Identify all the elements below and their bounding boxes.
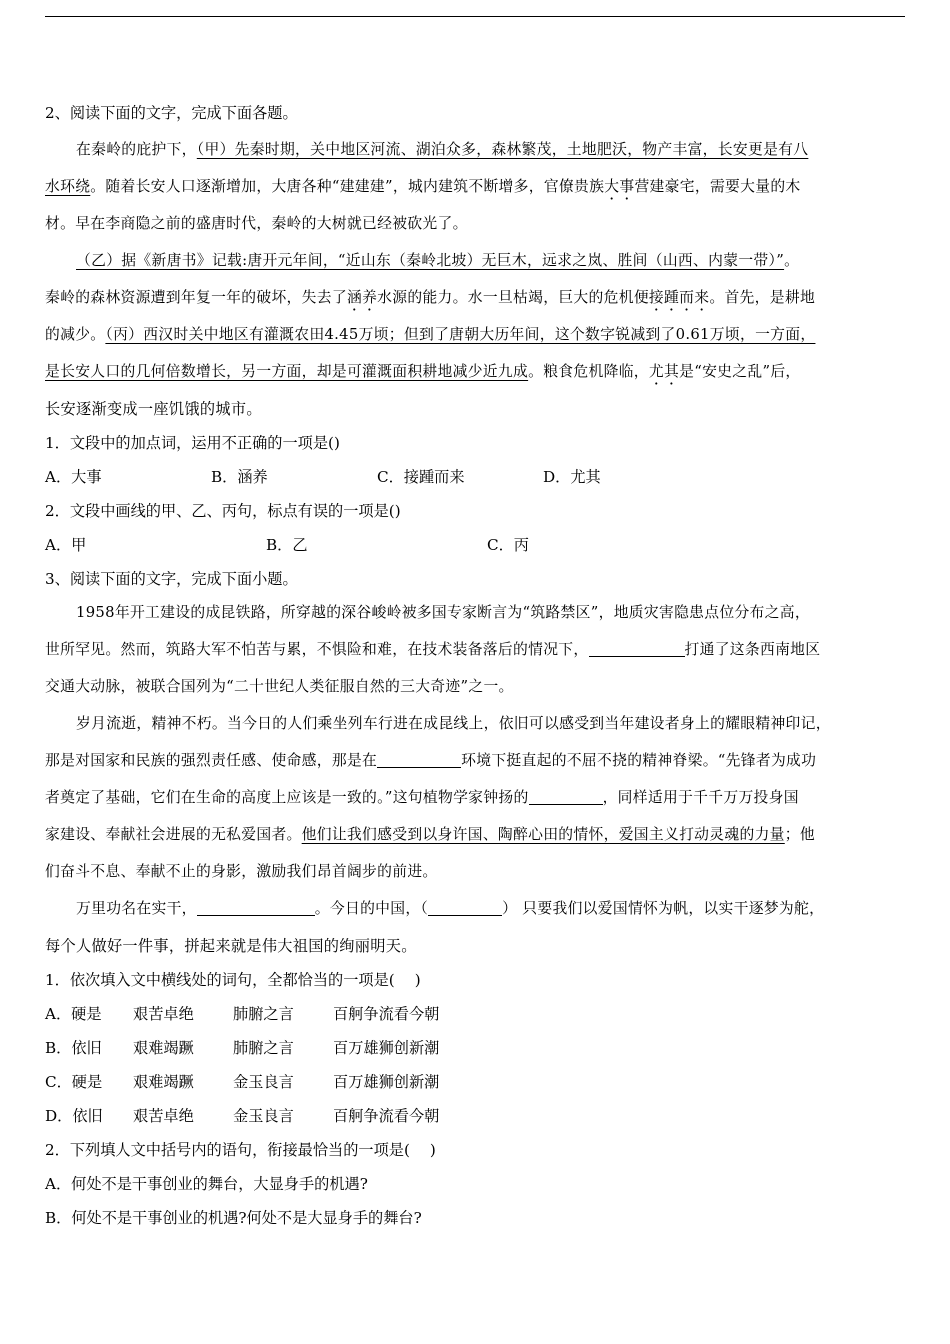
option-a[interactable]: A．甲 [45, 536, 87, 554]
q2-para1-line3: 材。早在李商隐之前的盛唐时代，秦岭的大树就已经被砍光了。 [45, 215, 468, 232]
q3-sub2-option-a[interactable]: A．何处不是干事创业的舞台，大显身手的机遇? [45, 1175, 368, 1193]
sentence-bing: （丙）西汉时关中地区有灌溉农田4.45万顷；但到了唐朝大历年间，这个数字锐减到了0.61万顷，一方面， [105, 326, 816, 343]
q3-sub2-option-b[interactable]: B．何处不是干事创业的机遇?何处不是大显身手的舞台? [45, 1209, 422, 1227]
option-d[interactable]: D．尤其 [543, 468, 601, 486]
dotted-word: 而 [679, 289, 695, 306]
dotted-word: 大 [604, 178, 620, 195]
sentence-yi: （乙）据《新唐书》记载:唐开元年间，“近山东（秦岭北坡）无巨木，远求之岚、胜间（山西、内蒙一带）” [76, 252, 785, 269]
dotted-word: 接 [648, 289, 665, 306]
blank-1 [589, 640, 685, 657]
q3-para2-line1: 岁月流逝，精神不朽。当今日的人们乘坐列车行进在成昆线上，依旧可以感受到当年建设者身上的耀眼精神印记， [76, 715, 831, 732]
q3-sub2-question: 2．下列填人文中括号内的语句，衔接最恰当的一项是( ) [45, 1141, 436, 1159]
q3-sub1-option-d[interactable]: D．依旧 艰苦卓绝 金玉良言 百舸争流看今朝 [45, 1107, 440, 1125]
q3-sub1-question: 1．依次填入文中横线处的词句，全都恰当的一项是( ) [45, 971, 421, 989]
q2-para2-line1: （乙）据《新唐书》记载:唐开元年间，“近山东（秦岭北坡）无巨木，远求之岚、胜间（山西、内蒙一带）”。 [76, 252, 800, 269]
option-b[interactable]: B．乙 [266, 536, 308, 554]
q2-sub1-question: 1．文段中的加点词，运用不正确的一项是() [45, 434, 340, 452]
q2-para2-line4: 是长安人口的几何倍数增长，另一方面，却是可灌溉面积耕地减少近九成。粮食危机降临，尤其是“安史之乱”后， [45, 363, 801, 380]
dotted-word: 事 [619, 178, 635, 195]
q3-para1-line2: 世所罕见。然而，筑路大军不怕苦与累，不惧险和难，在技术装备落后的情况下， 打通了这条西南地区 [45, 641, 821, 658]
q2-sub2-options [45, 532, 907, 566]
blank-5 [428, 899, 502, 916]
q3-sub1-option-a[interactable]: A．硬是 艰苦卓绝 肺腑之言 百舸争流看今朝 [45, 1005, 440, 1023]
document-page [45, 100, 907, 1239]
q3-intro: 3、阅读下面的文字，完成下面小题。 [45, 570, 298, 588]
option-c[interactable]: C．丙 [487, 536, 529, 554]
dotted-word: 其 [664, 363, 680, 380]
sentence-bing-end: 是长安人口的几何倍数增长，另一方面，却是可灌溉面积耕地减少近九成 [45, 363, 529, 380]
blank-4 [197, 899, 315, 916]
sentence-jia: （甲）先秦时期，关中地区河流、湖泊众多，森林繁茂，土地肥沃，物产丰富，长安更是有八 [196, 141, 809, 158]
dotted-word: 来 [694, 289, 710, 306]
option-b[interactable]: B．涵养 [211, 468, 268, 486]
q2-para2-line2: 秦岭的森林资源遭到年复一年的破坏，失去了涵养水源的能力。水一旦枯竭，巨大的危机便接踵而来。首先，是耕地 [45, 289, 816, 306]
blank-3 [529, 788, 603, 805]
option-a[interactable]: A．大事 [45, 468, 102, 486]
underlined-sentence: 他们让我们感受到以身许国、陶醉心田的情怀，爱国主义打动灵魂的力量 [301, 826, 785, 843]
q2-para1-line1: 在秦岭的庇护下，（甲）先秦时期，关中地区河流、湖泊众多，森林繁茂，土地肥沃，物产丰富，长安更是有八 [76, 141, 809, 158]
q3-para3-line1: 万里功名在实干， 。今日的中国，（ ） 只要我们以爱国情怀为帆，以实干逐梦为舵， [76, 900, 825, 917]
dotted-word: 尤 [648, 363, 664, 380]
q3-para1-line1: 1958年开工建设的成昆铁路，所穿越的深谷峻岭被多国专家断言为“筑路禁区”，地质灾害隐患点位分布之高， [76, 604, 810, 621]
sentence-jia-end: 水环绕 [45, 178, 91, 195]
blank-2 [377, 751, 461, 768]
dotted-word: 涵 [346, 289, 363, 306]
q3-sub1-option-c[interactable]: C．硬是 艰难竭蹶 金玉良言 百万雄狮创新潮 [45, 1073, 440, 1091]
q3-para3-line2: 每个人做好一件事，拼起来就是伟大祖国的绚丽明天。 [45, 937, 417, 955]
q2-intro: 2、阅读下面的文字，完成下面各题。 [45, 104, 298, 122]
option-c[interactable]: C．接踵而来 [377, 468, 465, 486]
q2-para2-line5: 长安逐渐变成一座饥饿的城市。 [45, 400, 262, 418]
q3-sub1-option-b[interactable]: B．依旧 艰难竭蹶 肺腑之言 百万雄狮创新潮 [45, 1039, 440, 1057]
q3-para2-line2: 那是对国家和民族的强烈责任感、使命感，那是在 环境下挺直起的不屈不挠的精神脊梁。“先锋者为成功 [45, 752, 817, 769]
header-rule [45, 16, 905, 17]
q2-sub1-options [45, 464, 907, 498]
q2-sub2-question: 2．文段中画线的甲、乙、丙句，标点有误的一项是() [45, 502, 401, 520]
q2-para2-line3: 的减少。（丙）西汉时关中地区有灌溉农田4.45万顷；但到了唐朝大历年间，这个数字锐减到了0.61万顷，一方面， [45, 326, 816, 343]
dotted-word: 养 [362, 289, 378, 306]
q3-para2-line5: 们奋斗不息、奉献不止的身影，激励我们昂首阔步的前进。 [45, 863, 438, 880]
q2-para1-line2: 水环绕。随着长安人口逐渐增加，大唐各种“建建建”，城内建筑不断增多，官僚贵族大事营建豪宅，需要大量的木 [45, 178, 801, 195]
q3-para1-line3: 交通大动脉，被联合国列为“二十世纪人类征服自然的三大奇迹”之一。 [45, 678, 514, 695]
q3-para2-line4: 家建设、奉献社会进展的无私爱国者。他们让我们感受到以身许国、陶醉心田的情怀，爱国主义打动灵魂的力量；他 [45, 826, 815, 843]
q3-para2-line3: 者奠定了基础，它们在生命的高度上应该是一致的。”这句植物学家钟扬的 ，同样适用于千千万万投身国 [45, 789, 799, 806]
dotted-word: 踵 [664, 289, 680, 306]
